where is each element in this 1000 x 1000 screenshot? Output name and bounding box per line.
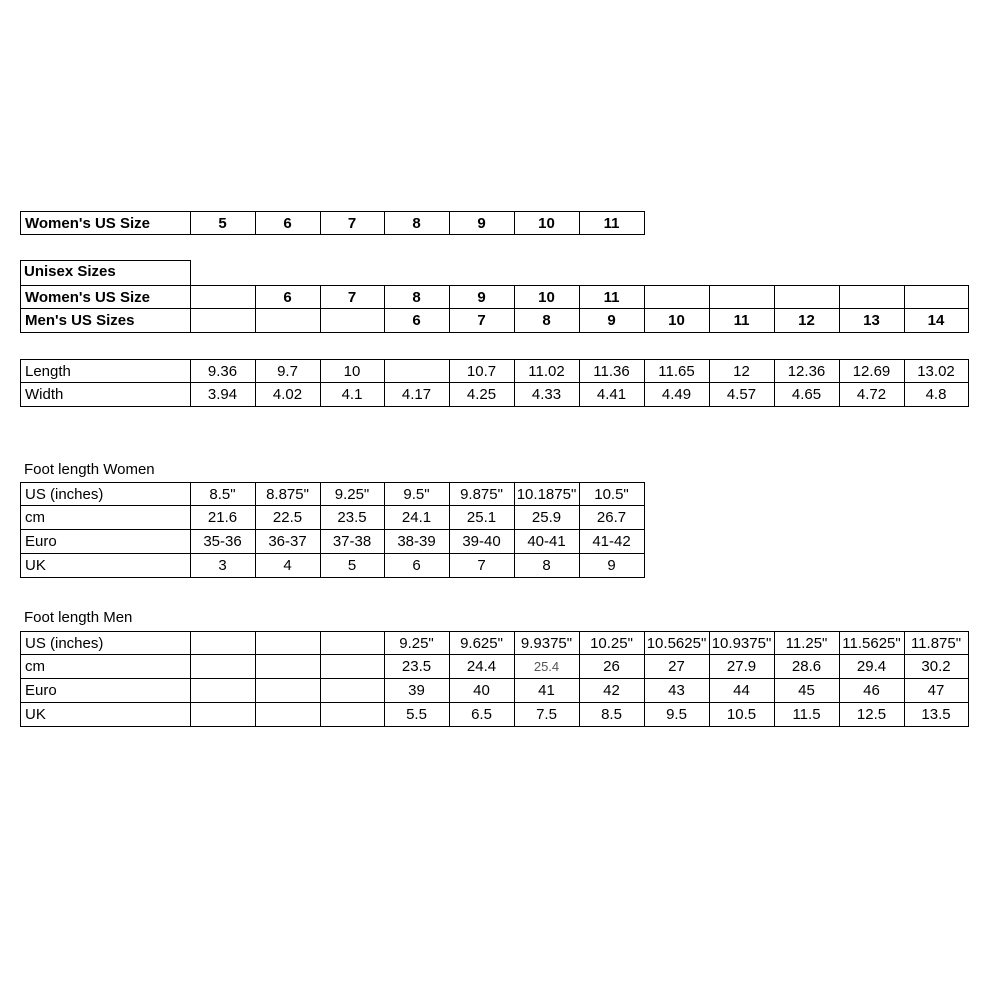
table-cell: 41 <box>514 679 580 703</box>
table-cell: 10.5625" <box>644 631 710 655</box>
table-cell: 4.72 <box>839 383 905 407</box>
table-cell: 8 <box>514 554 580 578</box>
row-label: UK <box>20 703 191 727</box>
table-cell <box>190 703 256 727</box>
table-cell: 10.25" <box>579 631 645 655</box>
table-cell: 39 <box>384 679 450 703</box>
table-cell: 45 <box>774 679 840 703</box>
table-cell: 11.875" <box>904 631 969 655</box>
table-cell: 23.5 <box>384 655 450 679</box>
table-row <box>0 309 1000 333</box>
row-label: cm <box>20 506 191 530</box>
table-cell: 10.5 <box>709 703 775 727</box>
table-cell: 3 <box>190 554 256 578</box>
row-label: Men's US Sizes <box>20 309 191 333</box>
row-label: US (inches) <box>20 631 191 655</box>
table-cell: 10.1875" <box>514 482 580 506</box>
table-cell: 11.25" <box>774 631 840 655</box>
table-cell: 28.6 <box>774 655 840 679</box>
table-cell: 11 <box>709 309 775 333</box>
table-cell: 11 <box>579 285 645 309</box>
table-cell: 36-37 <box>255 530 321 554</box>
row-label: Euro <box>20 530 191 554</box>
row-label: UK <box>20 554 191 578</box>
table-cell: 12.69 <box>839 359 905 383</box>
table-cell: 14 <box>904 309 969 333</box>
table-cell: 12.36 <box>774 359 840 383</box>
row-label: Width <box>20 383 191 407</box>
table-cell: 25.4 <box>514 655 580 679</box>
table-cell: 8 <box>384 285 450 309</box>
table-row <box>0 679 1000 703</box>
table-cell: 27.9 <box>709 655 775 679</box>
row-label: Women's US Size <box>20 211 191 235</box>
table-cell: 7.5 <box>514 703 580 727</box>
row-label: Length <box>20 359 191 383</box>
table-cell: 11 <box>579 211 645 235</box>
table-row <box>0 285 1000 309</box>
table-cell: 4.25 <box>449 383 515 407</box>
table-cell: 24.4 <box>449 655 515 679</box>
table-cell <box>904 285 969 309</box>
table-cell <box>255 631 321 655</box>
table-cell: 13.02 <box>904 359 969 383</box>
table-cell: 10 <box>514 285 580 309</box>
table-cell: 5 <box>320 554 385 578</box>
table-cell: 10.7 <box>449 359 515 383</box>
table-cell <box>255 679 321 703</box>
table-cell: 11.5625" <box>839 631 905 655</box>
table-cell: 13.5 <box>904 703 969 727</box>
table-cell: 11.65 <box>644 359 710 383</box>
table-cell: 7 <box>449 309 515 333</box>
table-cell: 10 <box>644 309 710 333</box>
table-cell: 13 <box>839 309 905 333</box>
table-cell <box>774 285 840 309</box>
table-cell: 4.41 <box>579 383 645 407</box>
table-cell: 4.8 <box>904 383 969 407</box>
table-cell: 10 <box>514 211 580 235</box>
table-cell <box>320 309 385 333</box>
row-label: US (inches) <box>20 482 191 506</box>
table-cell: 26 <box>579 655 645 679</box>
table-cell <box>190 631 256 655</box>
table-cell: 9.25" <box>384 631 450 655</box>
table-cell: 4.49 <box>644 383 710 407</box>
table-cell: 9 <box>449 211 515 235</box>
table-cell <box>320 703 385 727</box>
table-cell: 11.36 <box>579 359 645 383</box>
table-cell: 41-42 <box>579 530 645 554</box>
table-cell: 9 <box>579 309 645 333</box>
table-cell: 8.5" <box>190 482 256 506</box>
table-cell: 8 <box>384 211 450 235</box>
row-label: Women's US Size <box>20 285 191 309</box>
table-cell: 40 <box>449 679 515 703</box>
table-cell: 6.5 <box>449 703 515 727</box>
table-cell <box>255 655 321 679</box>
foot-length-men-title: Foot length Men <box>24 609 133 626</box>
row-label: cm <box>20 655 191 679</box>
table-cell: 5.5 <box>384 703 450 727</box>
table-cell: 5 <box>190 211 256 235</box>
table-cell <box>839 285 905 309</box>
table-cell: 6 <box>384 309 450 333</box>
table-cell: 6 <box>255 211 321 235</box>
table-cell: 10.5" <box>579 482 645 506</box>
table-cell: 21.6 <box>190 506 256 530</box>
table-cell: 8 <box>514 309 580 333</box>
table-cell: 4.1 <box>320 383 385 407</box>
row-label: Euro <box>20 679 191 703</box>
table-cell <box>190 309 256 333</box>
table-cell: 10.9375" <box>709 631 775 655</box>
table-cell: 12 <box>774 309 840 333</box>
table-cell: 4.33 <box>514 383 580 407</box>
table-cell <box>644 285 710 309</box>
table-cell: 9.5 <box>644 703 710 727</box>
table-cell: 9.25" <box>320 482 385 506</box>
table-cell <box>190 655 256 679</box>
table-cell <box>320 679 385 703</box>
table-cell <box>190 679 256 703</box>
table-cell <box>190 285 256 309</box>
table-cell: 25.9 <box>514 506 580 530</box>
unisex-title-box <box>20 260 191 285</box>
table-cell: 7 <box>320 285 385 309</box>
table-cell: 35-36 <box>190 530 256 554</box>
table-cell <box>709 285 775 309</box>
table-cell: 7 <box>320 211 385 235</box>
table-cell: 4.57 <box>709 383 775 407</box>
table-row <box>0 383 1000 407</box>
unisex-sizes-title: Unisex Sizes <box>24 263 116 280</box>
table-cell: 47 <box>904 679 969 703</box>
table-cell: 44 <box>709 679 775 703</box>
table-cell: 6 <box>255 285 321 309</box>
table-cell <box>320 655 385 679</box>
table-row <box>0 703 1000 727</box>
table-cell <box>255 309 321 333</box>
table-cell: 9.875" <box>449 482 515 506</box>
table-cell: 4.17 <box>384 383 450 407</box>
table-row <box>0 554 1000 578</box>
table-cell <box>320 631 385 655</box>
foot-length-women-title: Foot length Women <box>24 461 155 478</box>
table-cell: 10 <box>320 359 385 383</box>
table-cell: 24.1 <box>384 506 450 530</box>
table-cell: 27 <box>644 655 710 679</box>
table-row <box>0 482 1000 506</box>
table-cell <box>255 703 321 727</box>
table-cell: 23.5 <box>320 506 385 530</box>
table-cell: 11.5 <box>774 703 840 727</box>
table-cell: 4 <box>255 554 321 578</box>
table-cell: 25.1 <box>449 506 515 530</box>
table-cell: 26.7 <box>579 506 645 530</box>
table-cell: 9.36 <box>190 359 256 383</box>
table-cell: 4.02 <box>255 383 321 407</box>
table-cell: 12 <box>709 359 775 383</box>
table-cell: 9.7 <box>255 359 321 383</box>
table-cell: 4.65 <box>774 383 840 407</box>
table-cell: 8.875" <box>255 482 321 506</box>
table-row <box>0 530 1000 554</box>
table-cell: 30.2 <box>904 655 969 679</box>
table-cell: 39-40 <box>449 530 515 554</box>
table-cell: 9.9375" <box>514 631 580 655</box>
table-row <box>0 655 1000 679</box>
table-cell: 42 <box>579 679 645 703</box>
table-cell: 22.5 <box>255 506 321 530</box>
table-cell: 3.94 <box>190 383 256 407</box>
table-cell: 9.5" <box>384 482 450 506</box>
table-row <box>0 506 1000 530</box>
table-row <box>0 631 1000 655</box>
table-cell: 11.02 <box>514 359 580 383</box>
table-cell: 40-41 <box>514 530 580 554</box>
table-cell: 46 <box>839 679 905 703</box>
table-cell: 43 <box>644 679 710 703</box>
table-cell: 29.4 <box>839 655 905 679</box>
table-cell: 8.5 <box>579 703 645 727</box>
table-cell <box>384 359 450 383</box>
table-row <box>0 211 1000 235</box>
table-cell: 7 <box>449 554 515 578</box>
table-row <box>0 359 1000 383</box>
table-cell: 38-39 <box>384 530 450 554</box>
table-cell: 9 <box>449 285 515 309</box>
table-cell: 6 <box>384 554 450 578</box>
table-cell: 9.625" <box>449 631 515 655</box>
table-cell: 37-38 <box>320 530 385 554</box>
table-cell: 12.5 <box>839 703 905 727</box>
table-cell: 9 <box>579 554 645 578</box>
